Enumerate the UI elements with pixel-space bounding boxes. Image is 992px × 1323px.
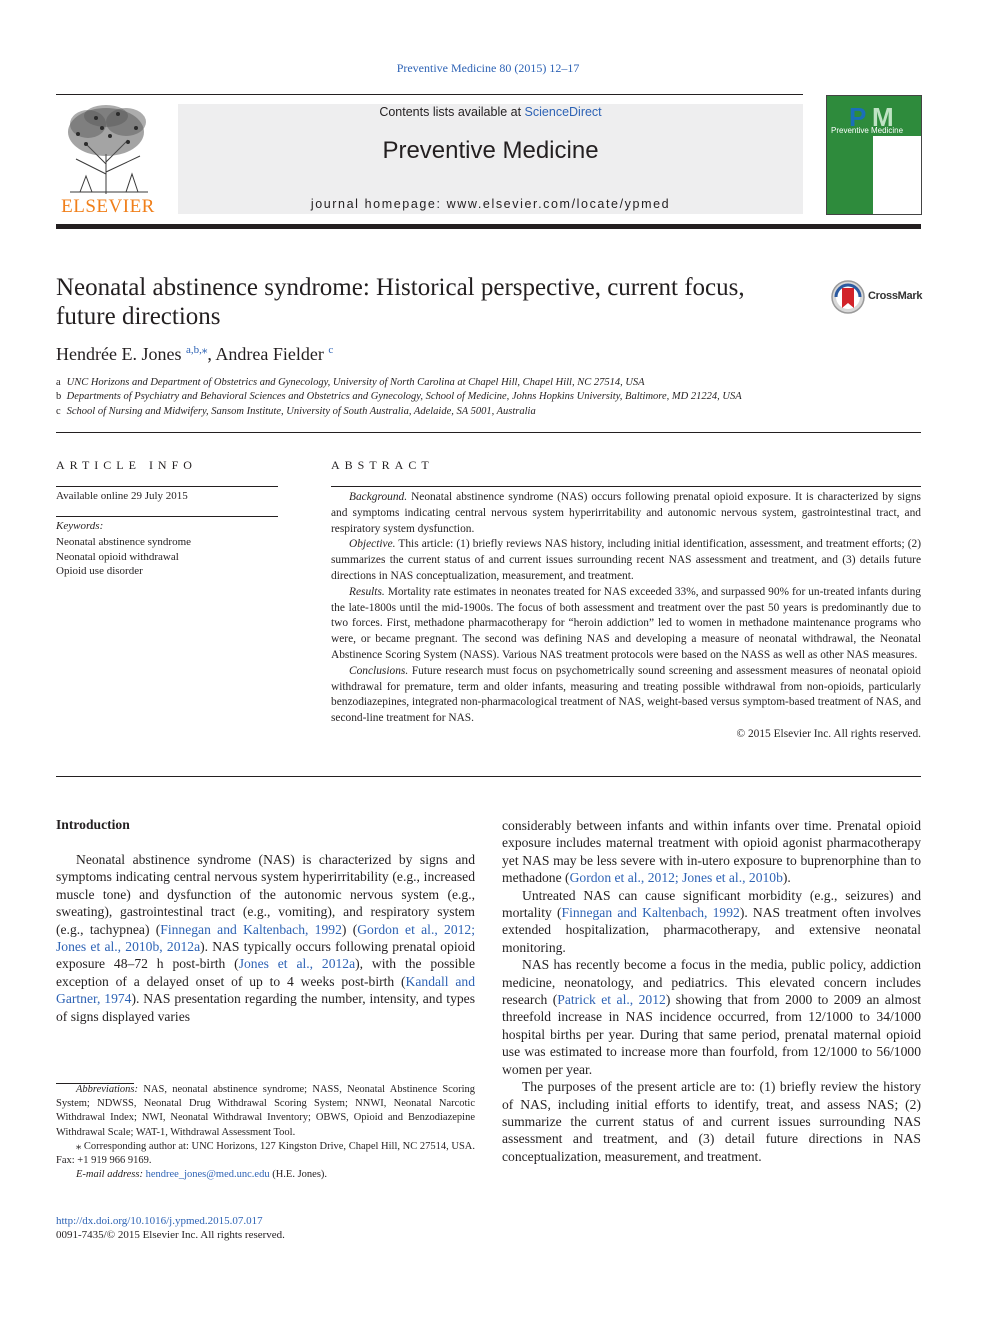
footnote-text: (H.E. Jones). (269, 1169, 328, 1181)
citation-link[interactable]: Gordon et al., 2012; Jones et al., 2010b, 2012a (56, 921, 475, 955)
abstract-label: Objective. (349, 538, 396, 551)
footnote-label: Abbreviations: (76, 1084, 139, 1095)
body-text: ), with the possible exception of a delayed onset of up to 4 weeks post-birth ( (56, 956, 475, 989)
elsevier-logo (56, 104, 160, 216)
crossmark-label: CrossMark (868, 290, 923, 302)
affiliation-text: UNC Horizons and Department of Obstetrics and Gynecology, University of North Carolina at Chapel Hill, Chapel Hill, NC 27514, USA (66, 377, 645, 388)
info-divider (56, 516, 278, 517)
journal-banner (178, 104, 803, 214)
author-affiliation-marks[interactable]: c (328, 344, 334, 356)
keywords-label: Keywords: (56, 520, 104, 532)
author-separator: , (207, 344, 216, 364)
keyword: Opioid use disorder (56, 565, 143, 577)
issn-copyright: 0091-7435/© 2015 Elsevier Inc. All rights reserved. (56, 1229, 285, 1241)
body-paragraph (502, 817, 921, 887)
author-list (56, 343, 333, 365)
citation-link[interactable]: Finnegan and Kaltenbach, 1992 (561, 905, 740, 921)
keyword-list (56, 535, 191, 579)
affiliation (56, 406, 536, 417)
body-paragraph (56, 851, 475, 1025)
masthead-top-rule (56, 94, 803, 95)
elsevier-tree-icon (56, 104, 160, 196)
body-text: Untreated NAS can cause significant morbidity (e.g., seizures) and mortality ( (502, 887, 921, 921)
abstract-results (331, 585, 921, 664)
body-paragraph (502, 887, 921, 957)
citation-link[interactable]: Kandall and Gartner, 1974 (56, 973, 475, 1007)
available-online-date: Available online 29 July 2015 (56, 490, 188, 502)
abbreviations-footnote (56, 1083, 475, 1140)
footnote-label: E-mail address: (76, 1169, 143, 1181)
body-text: NAS has recently become a focus in the media, public policy, addiction medicine, neonatology, and pediatrics. This elevated concern includes research ( (502, 957, 921, 1008)
email-link[interactable]: hendree_jones@med.unc.edu (145, 1169, 270, 1181)
contents-prefix: Contents lists available at (379, 105, 525, 119)
doi-link[interactable]: http://dx.doi.org/10.1016/j.ypmed.2015.07.017 (56, 1215, 263, 1227)
author-name[interactable]: Andrea Fielder (215, 344, 329, 364)
section-heading-introduction: Introduction (56, 817, 130, 832)
body-text: ) ( (341, 921, 358, 937)
copyright-notice: © 2015 Elsevier Inc. All rights reserved. (736, 727, 921, 740)
affiliation (56, 377, 645, 388)
crossmark-badge[interactable] (830, 280, 925, 314)
abstract-label: Results. (349, 585, 385, 598)
elsevier-wordmark: ELSEVIER (61, 196, 155, 217)
info-divider (56, 486, 278, 487)
abstract-label: Conclusions. (349, 664, 409, 677)
abstract-objective (331, 537, 921, 584)
sciencedirect-link[interactable]: ScienceDirect (524, 105, 602, 119)
abstract-divider (331, 486, 921, 487)
article-title: Neonatal abstinence syndrome: Historical perspective, current focus, future directions (56, 274, 745, 330)
journal-title[interactable]: Preventive Medicine (382, 137, 599, 164)
body-paragraph (502, 956, 921, 1078)
abstract-text: Neonatal abstinence syndrome (NAS) occurs following prenatal opioid exposure. It is characterized by signs and symptoms indicating central nervous system hyperirritability and autonomic nervous system, gastrointestinal tract, and respiratory system dysfunction. (331, 491, 921, 535)
abstract-text: Future research must focus on psychometrically sound screening and assessment measures of neonatal opioid withdrawal for premature, term and older infants, measuring and treating possible withdrawal from non-opioids, particularly benzodiazepines, integrated non-pharmacological treatment of NAS, weight-based versus symptom-based treatment of NAS, and second-line treatment for NAS. (331, 664, 921, 725)
citation-link[interactable]: Patrick et al., 2012 (557, 992, 666, 1008)
corresponding-author-footnote: ⁎ Corresponding author at: UNC Horizons, 127 Kingston Drive, Chapel Hill, NC 27514, USA. Fax: +1 919 966 9169. (56, 1140, 475, 1167)
abstract-label: Background. (349, 491, 408, 503)
author-affiliation-marks[interactable]: a,b,⁎ (185, 344, 208, 356)
contents-available-line (178, 105, 803, 119)
affiliation-text: School of Nursing and Midwifery, Sansom Institute, University of South Australia, Adelaide, SA 5001, Australia (66, 406, 536, 417)
author-name[interactable]: Hendrée E. Jones (56, 344, 186, 364)
affiliation (56, 391, 742, 402)
body-text: ) showing that from 2000 to 2009 an almost threefold increase in NAS incidence occurred, from 12/1000 to 34/1000 hospital births per year. During that same period, prenatal maternal opioid use was estimated to increase more than fourfold, from 12/1000 to 56/1000 women per year. (502, 992, 922, 1077)
cover-letter-m: M (872, 102, 894, 132)
abstract-text: This article: (1) briefly reviews NAS history, including initial identification, assessment, and treatment efforts; (2) summarizes the current status of and current issues surrounding recent NAS assessment and treatment, and (3) details future directions in NAS conceptualization, measurement, and treatment. (331, 538, 921, 582)
email-footnote (56, 1168, 475, 1182)
masthead-thick-rule (56, 224, 921, 229)
body-text: ). NAS treatment often involves extended hospitalization, pharmacotherapy, and extensive neonatal monitoring. (502, 905, 921, 955)
citation-link[interactable]: Finnegan and Kaltenbach, 1992 (160, 921, 342, 937)
body-paragraph: The purposes of the present article are to: (1) briefly review the history of NAS, including initial efforts to identify, treat, and assess NAS; (2) summarize the current status of and current issues surrounding NAS assessment and treatment, and (3) detail future directions in NAS conceptualization, measurement, and treatment. (502, 1079, 921, 1164)
body-text: considerably between infants and within infants over time. Prenatal opioid exposure includes maternal treatment with opioid agonist pharmacotherapy yet NAS may be less severe with in-utero exposure to buprenorphine than to methadone ( (502, 818, 921, 886)
section-divider (56, 432, 921, 433)
crossmark-icon (830, 280, 866, 314)
abstract-bottom-divider (56, 776, 921, 777)
footnotes (56, 1083, 475, 1182)
affiliation-mark: a (56, 377, 61, 388)
abstract-background (331, 490, 921, 537)
abstract-body (331, 490, 921, 743)
cover-band-left (827, 136, 873, 214)
body-text: ). NAS typically occurs following prenatal opioid exposure 48–72 h post-birth ( (56, 939, 475, 972)
body-text: Neonatal abstinence syndrome (NAS) is characterized by signs and symptoms indicating central nervous system hyperirritability (e.g., increased muscle tone) and dysfunction of the autonomic nervous system (e.g., sweating), gastrointestinal tract (e.g., vomiting), and respiratory system (e.g., tachypnea) ( (56, 852, 475, 937)
affiliation-mark: b (56, 391, 62, 402)
abstract-conclusions (331, 664, 921, 727)
citation-link[interactable]: Gordon et al., 2012; Jones et al., 2010b (569, 870, 783, 886)
abstract-text: Mortality rate estimates in neonates treated for NAS exceeded 33%, and surpassed 90% for un-treated infants during the late-1800s until the mid-1900s. The focus of both assessment and treatment over the past 50 years is predominantly due to two forces. First, methadone pharmacotherapy for “heroin addiction” led to women in methadone maintenance programs who were, or became pregnant. The second was defining NAS and developing a measure of neonatal withdrawal, the Neonatal Abstinence Scoring System (NASS). Various NAS treatment protocols were based on the NASS as well as other NAS measures. (331, 585, 921, 661)
body-text: ). (782, 870, 791, 886)
journal-citation-link[interactable]: Preventive Medicine 80 (2015) 12–17 (396, 61, 580, 75)
right-column (502, 817, 921, 1165)
keyword: Neonatal opioid withdrawal (56, 550, 179, 563)
affiliation-text: Departments of Psychiatry and Behavioral Sciences and Obstetrics and Gynecology, School of Medicine, Johns Hopkins University, Baltimore, MD 21224, USA (66, 391, 742, 402)
footnote-text: NAS, neonatal abstinence syndrome; NASS, Neonatal Abstinence Scoring System; NDWSS, Neonatal Drug Withdrawal Scoring System; NNWI, Neonatal Narcotic Withdrawal Index; NWI, Neonatal Withdrawal Inventory; OBWS, Opioid and Benzodiazepine Withdrawal Scale; WAT-1, Withdrawal Assessment Tool. (56, 1084, 475, 1138)
body-text: ). NAS presentation regarding the number, intensity, and types of signs displayed varies (56, 991, 475, 1024)
abstract-heading: ABSTRACT (331, 458, 434, 472)
article-info-heading: ARTICLE INFO (56, 458, 197, 472)
keyword: Neonatal abstinence syndrome (56, 536, 192, 548)
citation-link[interactable]: Jones et al., 2012a (238, 956, 356, 972)
left-column (56, 851, 475, 1025)
affiliation-mark: c (56, 406, 61, 417)
cover-label: Preventive Medicine (831, 126, 904, 135)
journal-cover-thumbnail[interactable] (826, 95, 922, 215)
cover-letter-p: P (849, 102, 867, 132)
journal-homepage[interactable]: journal homepage: www.elsevier.com/locate/ypmed (310, 197, 671, 211)
